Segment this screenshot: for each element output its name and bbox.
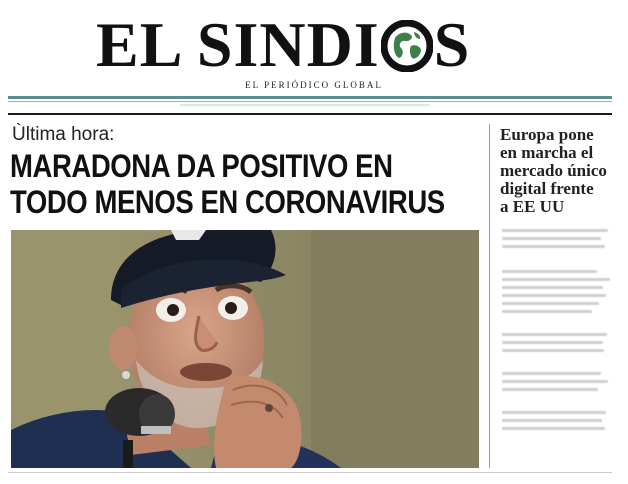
page-bottom-rule — [8, 472, 612, 473]
newspaper-logo[interactable] — [96, 10, 470, 80]
main-article-photo[interactable] — [11, 230, 479, 468]
side-headline-line-2: en marcha el — [500, 143, 594, 162]
masthead — [0, 8, 628, 88]
side-headline-line-4: digital frente — [500, 179, 594, 198]
masthead-thin-rule — [8, 101, 612, 102]
logo-text-left: EL SINDI — [96, 9, 380, 80]
masthead-teal-rule — [8, 96, 612, 99]
side-headline-line-1: Europa pone — [500, 125, 594, 144]
side-headline[interactable] — [500, 126, 620, 216]
logo-text-right: S — [433, 9, 471, 80]
masthead-subtitle: EL PERIÓDICO GLOBAL — [245, 80, 383, 90]
main-headline-line-1: MARADONA DA POSITIVO EN — [10, 148, 393, 184]
breaking-news-kicker: Ùltima hora: — [12, 124, 115, 145]
side-headline-line-5: a EE UU — [500, 197, 565, 216]
column-divider — [489, 124, 490, 468]
main-headline-line-2: TODO MENOS EN CORONAVIRUS — [10, 184, 445, 220]
side-headline-line-3: mercado único — [500, 161, 607, 180]
side-article-body-blurred — [502, 224, 614, 474]
main-headline[interactable] — [10, 148, 445, 220]
man-with-cap-and-microphone-photo — [11, 230, 479, 468]
globe-icon — [381, 20, 433, 72]
masthead-black-rule — [8, 113, 612, 115]
dateline-blurred — [180, 103, 430, 107]
